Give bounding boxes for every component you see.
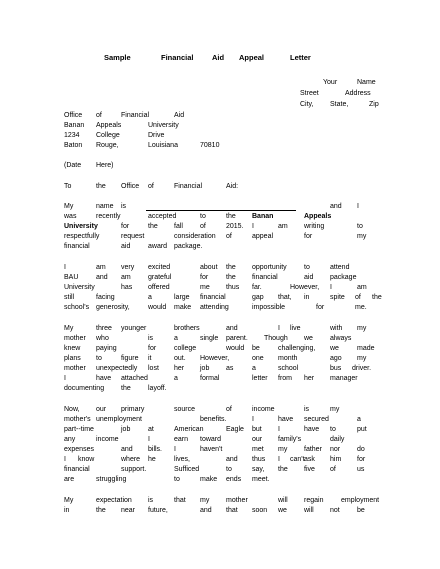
body-word: to — [226, 466, 232, 473]
body-word: secured — [304, 416, 329, 423]
body-word: financial — [200, 294, 226, 301]
body-word: the — [278, 466, 288, 473]
body-word: say, — [252, 466, 265, 473]
body-word: still — [64, 294, 75, 301]
recipient-word: Aid — [174, 112, 185, 119]
body-word: my — [357, 233, 367, 240]
body-word: have — [96, 375, 112, 382]
body-word: for — [304, 233, 313, 240]
body-word: attached — [121, 375, 148, 382]
body-word: I — [252, 416, 254, 423]
sender-word: Address — [345, 90, 371, 97]
body-word: can't — [290, 456, 305, 463]
body-word: employment — [341, 497, 380, 504]
title-word: Letter — [290, 53, 311, 62]
body-word: However, — [200, 355, 230, 362]
body-word: mother's — [64, 416, 91, 423]
body-word: Eagle — [226, 426, 244, 433]
body-word: I — [357, 203, 359, 210]
date-word: Here) — [96, 162, 114, 169]
body-word: impossible — [252, 304, 286, 311]
body-word: I — [148, 436, 150, 443]
body-word: in — [304, 294, 310, 301]
body-word: writing — [304, 223, 325, 230]
body-word: parent. — [226, 335, 248, 342]
body-word: letter — [252, 375, 268, 382]
body-word: ends — [226, 476, 242, 483]
body-word: respectfully — [64, 233, 100, 240]
body-word: the — [226, 213, 236, 220]
body-word: three — [96, 325, 112, 332]
body-word: my — [357, 355, 367, 362]
body-word: with — [330, 325, 343, 332]
body-word: large — [174, 294, 190, 301]
body-word: University — [64, 284, 95, 291]
body-word: consideration — [174, 233, 216, 240]
body-word: attending — [200, 304, 229, 311]
body-word: be — [357, 507, 365, 514]
body-word: My — [64, 325, 74, 332]
body-word: fall — [174, 223, 183, 230]
body-word: would — [148, 304, 167, 311]
body-word: job — [200, 365, 210, 372]
recipient-word: of — [96, 112, 102, 119]
body-word: request — [121, 233, 145, 240]
body-word: I — [330, 284, 332, 291]
body-word: we — [330, 345, 339, 352]
body-word: package. — [174, 243, 203, 250]
body-word: to — [96, 355, 102, 362]
body-word: college — [174, 345, 197, 352]
body-word: and — [200, 507, 212, 514]
body-word: spite — [330, 294, 345, 301]
body-word: month — [278, 355, 298, 362]
body-word: mother — [226, 497, 248, 504]
body-word: the — [96, 507, 106, 514]
body-word: single — [200, 335, 219, 342]
body-word: a — [148, 294, 152, 301]
body-word: I — [278, 456, 280, 463]
body-word: bills. — [148, 446, 163, 453]
body-word: to — [200, 213, 206, 220]
body-word: have — [278, 416, 294, 423]
body-word: and — [226, 325, 238, 332]
body-word: a — [174, 335, 178, 342]
body-word: school's — [64, 304, 90, 311]
body-word: in — [64, 507, 70, 514]
body-word: father — [304, 446, 322, 453]
body-word: mother — [64, 335, 86, 342]
body-word: am — [96, 264, 106, 271]
body-word: and — [226, 456, 238, 463]
body-word: support. — [121, 466, 147, 473]
body-word: would — [226, 345, 245, 352]
body-word: who — [96, 335, 109, 342]
body-word: for — [148, 345, 157, 352]
body-word: will — [304, 507, 314, 514]
body-word: my — [330, 406, 340, 413]
body-word: 2015. — [226, 223, 244, 230]
body-word: daily — [330, 436, 345, 443]
body-word: and — [96, 274, 108, 281]
body-word: it — [148, 355, 152, 362]
body-word: of — [330, 466, 336, 473]
body-word: know — [78, 456, 95, 463]
recipient-word: Banan — [64, 122, 85, 129]
recipient-word: Louisiana — [148, 142, 178, 149]
body-word: regain — [304, 497, 324, 504]
body-word: bus — [330, 365, 342, 372]
body-word: income — [96, 436, 119, 443]
body-word: will — [278, 497, 288, 504]
body-word: documenting — [64, 385, 105, 392]
body-word: at — [148, 426, 154, 433]
body-word: my — [278, 446, 288, 453]
body-word: part-‐time — [64, 426, 94, 433]
body-word: Banan — [252, 213, 274, 220]
body-word: of — [226, 233, 232, 240]
body-word: of — [355, 294, 361, 301]
body-word: to — [357, 223, 363, 230]
body-word: income — [252, 406, 275, 413]
body-word: I — [278, 426, 280, 433]
body-word: financial — [64, 243, 90, 250]
body-word: My — [64, 203, 74, 210]
body-word: lost — [148, 365, 159, 372]
body-word: BAU — [64, 274, 79, 281]
recipient-word: Office — [64, 112, 83, 119]
body-word: and — [121, 446, 133, 453]
body-word: excited — [148, 264, 171, 271]
body-word: name — [96, 203, 114, 210]
body-word: made — [357, 345, 375, 352]
body-word: is — [148, 335, 154, 342]
body-word: offered — [148, 284, 170, 291]
body-word: Appeals — [304, 213, 332, 220]
body-word: expenses — [64, 446, 94, 453]
body-word: her — [304, 375, 315, 382]
salutation-word: of — [148, 183, 154, 190]
recipient-word: University — [148, 122, 179, 129]
body-word: generosity, — [96, 304, 130, 311]
salutation-word: To — [64, 183, 72, 190]
body-word: financial — [252, 274, 278, 281]
body-word: Though — [264, 335, 288, 342]
body-word: school — [278, 365, 299, 372]
body-word: figure — [121, 355, 139, 362]
body-word: be — [252, 345, 260, 352]
body-word: put — [357, 426, 367, 433]
body-word: challenging, — [278, 345, 316, 352]
body-word: we — [304, 335, 313, 342]
salutation-word: the — [96, 183, 106, 190]
body-word: any — [64, 436, 76, 443]
body-word: primary — [121, 406, 145, 413]
salutation-word: Financial — [174, 183, 203, 190]
sender-word: Zip — [369, 101, 379, 108]
title-word: Financial — [161, 53, 194, 62]
body-word: that, — [278, 294, 292, 301]
body-word: attend — [330, 264, 350, 271]
body-word: him — [330, 456, 342, 463]
body-word: have — [304, 426, 320, 433]
date-word: (Date — [64, 162, 82, 169]
body-word: live — [290, 325, 301, 332]
body-word: benefits. — [200, 416, 227, 423]
body-word: my — [200, 497, 210, 504]
recipient-word: Appeals — [96, 122, 122, 129]
body-word: appeal — [252, 233, 274, 240]
body-word: make — [200, 476, 218, 483]
body-word: source — [174, 406, 196, 413]
sender-word: Your — [323, 79, 338, 86]
body-word: the — [226, 274, 236, 281]
body-word: opportunity — [252, 264, 287, 271]
body-word: My — [64, 497, 74, 504]
body-word: University — [64, 223, 98, 230]
recipient-word: 1234 — [64, 132, 80, 139]
body-word: plans — [64, 355, 81, 362]
body-word: formal — [200, 375, 220, 382]
recipient-word: Rouge, — [96, 142, 119, 149]
body-word: for — [357, 456, 366, 463]
body-word: to — [330, 426, 336, 433]
body-word: a — [252, 365, 256, 372]
body-word: a — [357, 416, 361, 423]
body-word: our — [96, 406, 107, 413]
body-word: grateful — [148, 274, 172, 281]
body-word: family's — [278, 436, 302, 443]
body-word: I — [64, 375, 66, 382]
body-word: brothers — [174, 325, 200, 332]
body-word: the — [372, 294, 382, 301]
sender-word: City, — [300, 101, 314, 108]
body-word: knew — [64, 345, 81, 352]
title-word: Aid — [212, 53, 225, 62]
body-word: manager — [330, 375, 358, 382]
body-word: I — [174, 446, 176, 453]
body-word: the — [121, 385, 131, 392]
body-word: job — [121, 426, 131, 433]
body-word: to — [174, 476, 180, 483]
recipient-word: College — [96, 132, 120, 139]
body-word: as — [226, 365, 234, 372]
body-word: am — [357, 284, 367, 291]
body-word: me. — [355, 304, 367, 311]
body-word: accepted — [148, 213, 177, 220]
body-word: aid — [121, 243, 131, 250]
body-word: but — [252, 426, 262, 433]
body-word: haven't — [200, 446, 223, 453]
body-word: Now, — [64, 406, 80, 413]
body-word: and — [330, 203, 342, 210]
body-word: is — [121, 203, 127, 210]
body-word: for — [121, 223, 130, 230]
title-word: Appeal — [239, 53, 265, 62]
body-word: lives, — [174, 456, 190, 463]
recipient-word: 70810 — [200, 142, 220, 149]
body-word: my — [357, 325, 367, 332]
body-word: I — [252, 223, 254, 230]
body-word: earn — [174, 436, 189, 443]
sender-word: Street — [300, 90, 319, 97]
body-word: our — [252, 436, 263, 443]
body-word: driver. — [352, 365, 372, 372]
body-word: out. — [174, 355, 186, 362]
body-word: is — [148, 497, 154, 504]
body-word: one — [252, 355, 264, 362]
body-word: we — [278, 507, 287, 514]
body-word: always — [330, 335, 352, 342]
recipient-word: Financial — [121, 112, 150, 119]
body-word: the — [148, 223, 158, 230]
body-word: a — [174, 375, 178, 382]
body-word: very — [121, 264, 135, 271]
body-word: aid — [304, 274, 314, 281]
body-word: to — [304, 264, 310, 271]
body-word: her — [174, 365, 185, 372]
body-word: mother — [64, 365, 86, 372]
body-word: was — [64, 213, 77, 220]
body-word: recently — [96, 213, 121, 220]
body-word: met — [252, 446, 264, 453]
recipient-word: Baton — [64, 142, 83, 149]
body-word: from — [278, 375, 292, 382]
body-word: am — [278, 223, 288, 230]
body-word: that — [226, 507, 238, 514]
body-word: not — [330, 507, 340, 514]
body-word: financial — [64, 466, 90, 473]
body-word: paying — [96, 345, 117, 352]
body-word: American — [174, 426, 204, 433]
body-word: package — [330, 274, 357, 281]
body-word: I — [278, 325, 280, 332]
body-word: ask — [304, 456, 315, 463]
body-word: thus — [226, 284, 240, 291]
body-word: meet. — [252, 476, 270, 483]
body-word: make — [174, 304, 192, 311]
body-word: However, — [290, 284, 320, 291]
body-word: ago — [330, 355, 342, 362]
body-word: unexpectedly — [96, 365, 138, 372]
body-word: facing — [96, 294, 115, 301]
body-word: far. — [252, 284, 262, 291]
body-word: has — [121, 284, 133, 291]
body-word: for — [316, 304, 325, 311]
body-word: where — [121, 456, 141, 463]
body-word: five — [304, 466, 315, 473]
body-word: for — [200, 274, 209, 281]
body-word: layoff. — [148, 385, 167, 392]
recipient-word: Drive — [148, 132, 165, 139]
body-word: do — [357, 446, 365, 453]
body-word: struggling — [96, 476, 127, 483]
body-word: expectation — [96, 497, 132, 504]
salutation-word: Office — [121, 183, 140, 190]
body-word: younger — [121, 325, 147, 332]
title-word: Sample — [104, 53, 131, 62]
body-word: near — [121, 507, 136, 514]
body-word: he — [148, 456, 156, 463]
body-word: future, — [148, 507, 168, 514]
body-word: am — [121, 274, 131, 281]
body-word: us — [357, 466, 365, 473]
body-word: that — [174, 497, 186, 504]
body-word: thus — [252, 456, 266, 463]
body-word: soon — [252, 507, 268, 514]
body-word: gap — [252, 294, 264, 301]
body-word: nor — [330, 446, 341, 453]
body-word: I — [64, 264, 66, 271]
body-word: award — [148, 243, 168, 250]
body-word: of — [200, 223, 206, 230]
body-word: unemployment — [96, 416, 142, 423]
salutation-word: Aid: — [226, 183, 239, 190]
body-word: Sufficed — [174, 466, 200, 473]
body-word: I — [64, 456, 66, 463]
body-word: me — [200, 284, 210, 291]
sender-word: State, — [330, 101, 349, 108]
body-word: of — [226, 406, 232, 413]
body-word: toward — [200, 436, 222, 443]
body-word: the — [226, 264, 236, 271]
body-word: are — [64, 476, 75, 483]
body-word: about — [200, 264, 218, 271]
body-word: is — [304, 406, 310, 413]
sender-word: Name — [357, 79, 376, 86]
